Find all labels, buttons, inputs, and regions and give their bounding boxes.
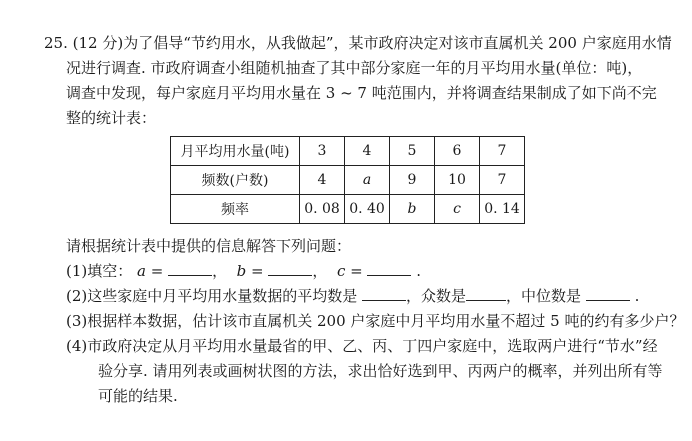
question-intro-line-3: 调查中发现，每户家庭月平均用水量在 3 ~ 7 吨范围内，并将调查结果制成了如下尚不完 — [66, 84, 657, 102]
question-intro-line-4: 整的统计表： — [66, 109, 157, 127]
part-1-a-label: a = — [137, 262, 164, 280]
answer-blank-mode[interactable] — [466, 286, 506, 301]
table-cell: c — [435, 195, 480, 224]
table-cell: 0. 40 — [345, 195, 390, 224]
instructions: 请根据统计表中提供的信息解答下列问题： — [66, 237, 352, 255]
table-cell: 0. 14 — [480, 195, 525, 224]
question-line-1 — [44, 33, 672, 53]
answer-blank-a[interactable] — [168, 261, 212, 276]
table-cell: 5 — [390, 137, 435, 166]
part-1-end: . — [416, 262, 422, 280]
table-cell: 9 — [390, 166, 435, 195]
table-cell: 10 — [435, 166, 480, 195]
table-cell: 7 — [480, 137, 525, 166]
table-cell: 4 — [345, 137, 390, 166]
part-1-b-label: b = — [236, 262, 264, 280]
answer-blank-mean[interactable] — [362, 286, 406, 301]
row-label-water: 月平均用水量(吨) — [171, 137, 300, 166]
question-intro-line-2: 况进行调查. 市政府调查小组随机抽查了其中部分家庭一年的月平均用水量(单位：吨)， — [66, 59, 643, 77]
part-4-line-1: (4)市政府决定从月平均用水量最省的甲、乙、丙、丁四户家庭中，选取两户进行“节水”经 — [66, 337, 658, 355]
table-cell: 6 — [435, 137, 480, 166]
table-cell: b — [390, 195, 435, 224]
part-1-c-label: c = — [336, 262, 363, 280]
question-score: (12 分) — [72, 34, 124, 52]
part-4-line-3: 可能的结果. — [98, 387, 178, 405]
answer-blank-b[interactable] — [268, 261, 312, 276]
table-row — [171, 137, 525, 166]
part-1: (1)填空： a = ， b = ， c = . — [66, 262, 422, 280]
part-4-line-2: 验分享. 请用列表或画树状图的方法，求出恰好选到甲、丙两户的概率，并列出所有等 — [98, 362, 663, 380]
part-2-mid-2: ，中位数是 — [506, 287, 582, 305]
table-cell: a — [345, 166, 390, 195]
row-label-rate: 频率 — [171, 195, 300, 224]
part-3: (3)根据样本数据，估计该市直属机关 200 户家庭中月平均用水量不超过 5 吨的约有多少户？ — [66, 312, 685, 330]
table-cell: 0. 08 — [300, 195, 345, 224]
table-cell: 3 — [300, 137, 345, 166]
row-label-frequency: 频数(户数) — [171, 166, 300, 195]
part-1-label: (1)填空： — [66, 262, 133, 280]
question-intro-line-1: 为了倡导“节约用水，从我做起”，某市政府决定对该市直属机关 200 户家庭用水情 — [123, 34, 672, 52]
table-row — [171, 166, 525, 195]
table-row — [171, 195, 525, 224]
part-2-mid-1: ，众数是 — [406, 287, 467, 305]
statistics-table — [170, 136, 525, 224]
question-number: 25. — [44, 34, 68, 52]
part-2 — [66, 286, 639, 306]
answer-blank-median[interactable] — [586, 286, 630, 301]
part-2-start: (2)这些家庭中月平均用水量数据的平均数是 — [66, 287, 358, 305]
table-cell: 7 — [480, 166, 525, 195]
table-cell: 4 — [300, 166, 345, 195]
answer-blank-c[interactable] — [367, 261, 411, 276]
part-2-end: . — [634, 287, 640, 305]
